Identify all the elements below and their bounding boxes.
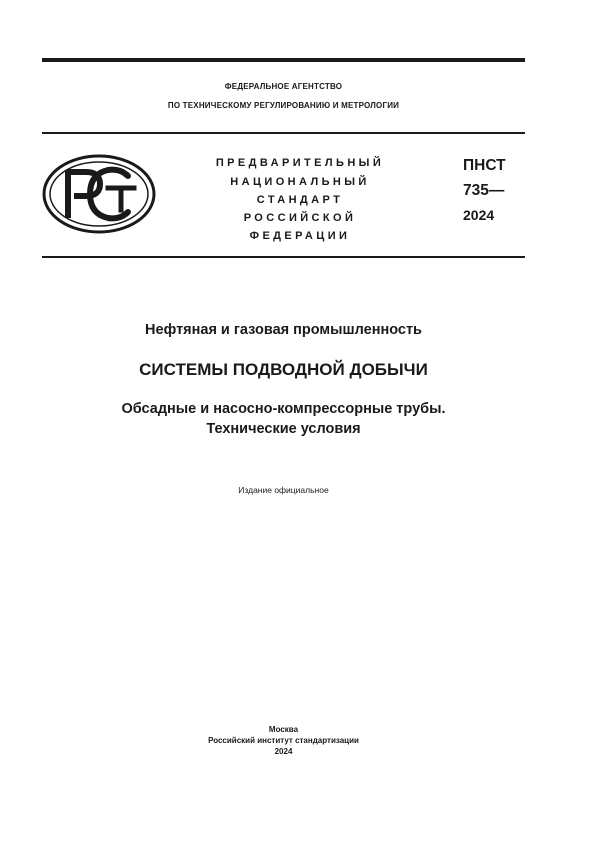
subtitle-line-2: Технические условия (206, 421, 361, 437)
publisher-city: Москва (268, 725, 299, 734)
agency-line-2: ПО ТЕХНИЧЕСКОМУ РЕГУЛИРОВАНИЮ И МЕТРОЛОГИИ (167, 101, 400, 110)
bottom-rule (42, 256, 525, 258)
designation-code: ПНСТ (463, 157, 506, 174)
publisher-year: 2024 (274, 747, 293, 756)
system-title: СИСТЕМЫ ПОДВОДНОЙ ДОБЫЧИ (139, 360, 428, 379)
header-rule (42, 132, 525, 134)
publisher-institute: Российский институт стандартизации (208, 736, 359, 745)
top-rule (42, 58, 525, 62)
subtitle-line-1: Обсадные и насосно-компрессорные трубы. (121, 401, 446, 417)
designation-number: 735— (463, 182, 505, 199)
standard-type-line-5: ФЕДЕРАЦИИ (249, 230, 351, 242)
agency-line-1: ФЕДЕРАЛЬНОЕ АГЕНТСТВО (224, 82, 343, 91)
standard-type-line-1: ПРЕДВАРИТЕЛЬНЫЙ (215, 157, 385, 169)
standard-type-line-4: РОССИЙСКОЙ (243, 212, 357, 224)
designation-year: 2024 (463, 207, 495, 223)
standard-type-line-3: СТАНДАРТ (256, 194, 344, 206)
standard-type-line-2: НАЦИОНАЛЬНЫЙ (230, 176, 370, 188)
edition-label: Издание официальное (238, 485, 329, 495)
industry-title: Нефтяная и газовая промышленность (145, 322, 422, 338)
rst-mark-icon (42, 154, 156, 234)
document-subtitle (42, 399, 525, 439)
